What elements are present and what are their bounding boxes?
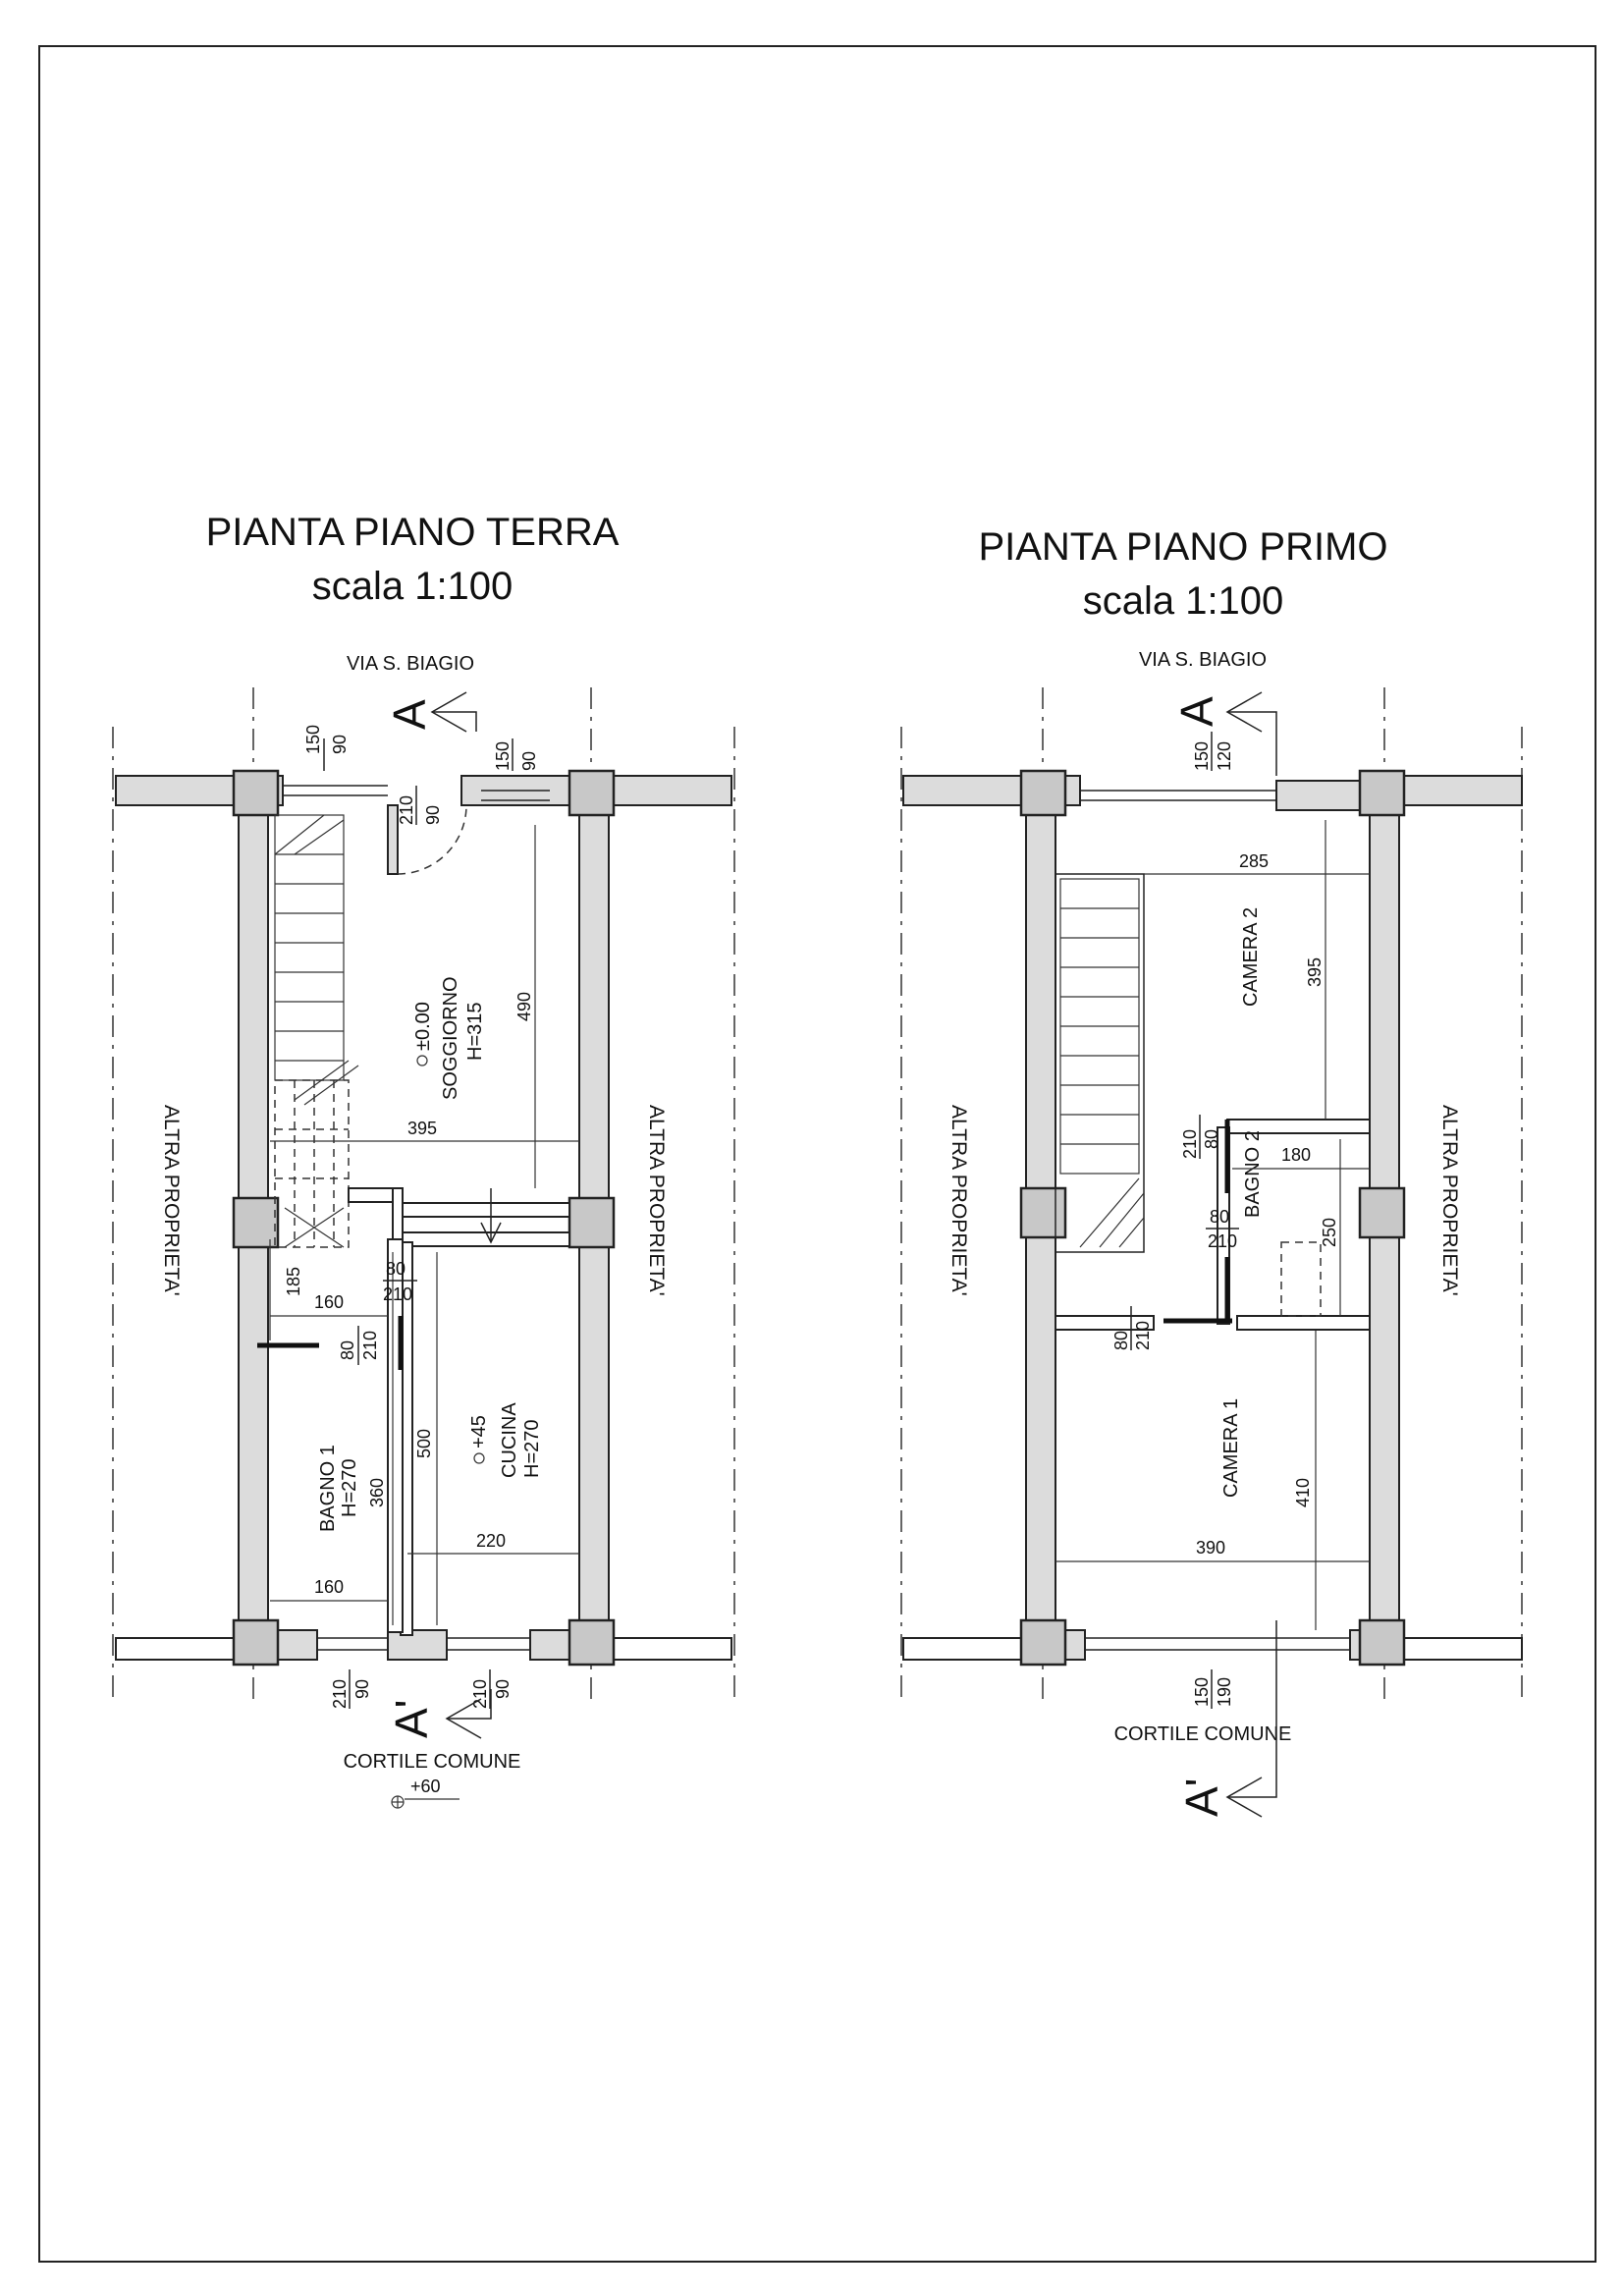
svg-text:H=315: H=315 — [464, 1002, 486, 1061]
svg-text:SOGGIORNO: SOGGIORNO — [440, 976, 461, 1100]
sheet-border — [39, 46, 1596, 2262]
svg-text:H=270: H=270 — [521, 1419, 543, 1478]
dim-camera1-width: 390 — [1196, 1538, 1226, 1558]
dim-door-bottom: 210 — [397, 794, 416, 825]
room-bagno-2: BAGNO 2 — [1242, 1130, 1264, 1218]
ground-street-label: VIA S. BIAGIO — [346, 653, 475, 675]
dim-bottom-left-top: 90 — [352, 1678, 372, 1699]
dim-window-tr-top: 90 — [519, 750, 539, 771]
dim-camera1-length: 410 — [1293, 1477, 1313, 1507]
dim-camera2-length: 395 — [1305, 957, 1325, 987]
dim-bagno2-width: 180 — [1281, 1145, 1312, 1165]
room-camera-2: CAMERA 2 — [1240, 906, 1262, 1007]
dim-bath-door-bottom: 210 — [360, 1330, 380, 1360]
dim-soggiorno-length: 490 — [514, 991, 534, 1021]
dim-first-window-top-b: 150 — [1192, 740, 1212, 771]
dim-window-tl-bottom: 150 — [303, 724, 323, 754]
first-floor-title: PIANTA PIANO PRIMO — [978, 525, 1388, 569]
dim-bagno-width-top: 160 — [314, 1292, 345, 1312]
svg-text:+45: +45 — [468, 1415, 490, 1449]
first-staircase — [1055, 874, 1144, 1252]
first-street-label: VIA S. BIAGIO — [1138, 649, 1268, 671]
svg-text:A: A — [384, 699, 435, 730]
dim-bath-door-top: 80 — [338, 1339, 357, 1360]
ground-left-neighbor: ALTRA PROPRIETA' — [160, 1105, 183, 1296]
dim-cucina-width: 220 — [476, 1531, 507, 1551]
ground-right-neighbor: ALTRA PROPRIETA' — [645, 1105, 668, 1296]
dim-c1-door-top: 80 — [1111, 1330, 1131, 1350]
ground-floor-plan — [113, 511, 734, 1808]
first-left-neighbor: ALTRA PROPRIETA' — [947, 1105, 970, 1296]
ground-courtyard-label: CORTILE COMUNE — [343, 1751, 521, 1773]
dim-first-window-bottom-a: 190 — [1215, 1676, 1234, 1707]
room-camera-1: CAMERA 1 — [1220, 1397, 1242, 1498]
svg-text:A: A — [1171, 696, 1222, 727]
dim-c1-door-bottom: 210 — [1133, 1320, 1153, 1350]
dim-window-tl-top: 90 — [330, 734, 350, 754]
room-bagno-1 — [317, 1445, 360, 1532]
svg-text:A': A' — [386, 1699, 437, 1738]
dim-kitchen-door-bottom: 210 — [383, 1285, 413, 1304]
ground-floor-title: PIANTA PIANO TERRA — [205, 511, 620, 554]
ground-floor-scale: scala 1:100 — [311, 565, 514, 608]
dim-c2-door-top: 80 — [1202, 1128, 1221, 1149]
dim-kitchen-door-top: 80 — [386, 1259, 406, 1279]
first-floor-plan — [901, 525, 1522, 1817]
svg-text:±0.00: ±0.00 — [412, 1002, 434, 1051]
dim-door-top: 90 — [423, 804, 443, 825]
dim-first-window-bottom-b: 150 — [1192, 1676, 1212, 1707]
ground-staircase — [275, 815, 358, 1247]
svg-text:A': A' — [1176, 1777, 1227, 1817]
dim-bagno-width-bottom: 160 — [314, 1577, 345, 1597]
dim-camera2-width: 285 — [1239, 851, 1270, 871]
svg-text:BAGNO 1: BAGNO 1 — [317, 1445, 339, 1532]
room-soggiorno — [412, 976, 486, 1100]
dim-bottom-left-bottom: 210 — [330, 1678, 350, 1709]
dim-first-window-top-a: 120 — [1215, 740, 1234, 771]
dim-soggiorno-width: 395 — [407, 1119, 438, 1138]
dim-cucina-length: 500 — [414, 1428, 434, 1458]
first-courtyard-label: CORTILE COMUNE — [1113, 1723, 1292, 1745]
ground-courtyard-level: +60 — [410, 1777, 441, 1796]
ground-section-marker-top — [384, 692, 476, 732]
dim-b2-door-top: 80 — [1210, 1207, 1230, 1227]
dim-185: 185 — [284, 1266, 303, 1296]
svg-text:CUCINA: CUCINA — [499, 1402, 520, 1478]
dim-b2-door-bottom: 210 — [1208, 1231, 1238, 1251]
room-cucina — [468, 1402, 543, 1478]
dim-window-tr-bottom: 150 — [493, 740, 513, 771]
svg-text:H=270: H=270 — [339, 1458, 360, 1517]
dim-bottom-right-top: 90 — [493, 1678, 513, 1699]
dim-bagno-length: 360 — [367, 1477, 387, 1507]
dim-bottom-right-bottom: 210 — [470, 1678, 490, 1709]
dim-c2-door-bottom: 210 — [1180, 1128, 1200, 1159]
first-floor-scale: scala 1:100 — [1082, 579, 1284, 623]
first-right-neighbor: ALTRA PROPRIETA' — [1438, 1105, 1461, 1296]
dim-bagno2-length: 250 — [1320, 1217, 1339, 1247]
